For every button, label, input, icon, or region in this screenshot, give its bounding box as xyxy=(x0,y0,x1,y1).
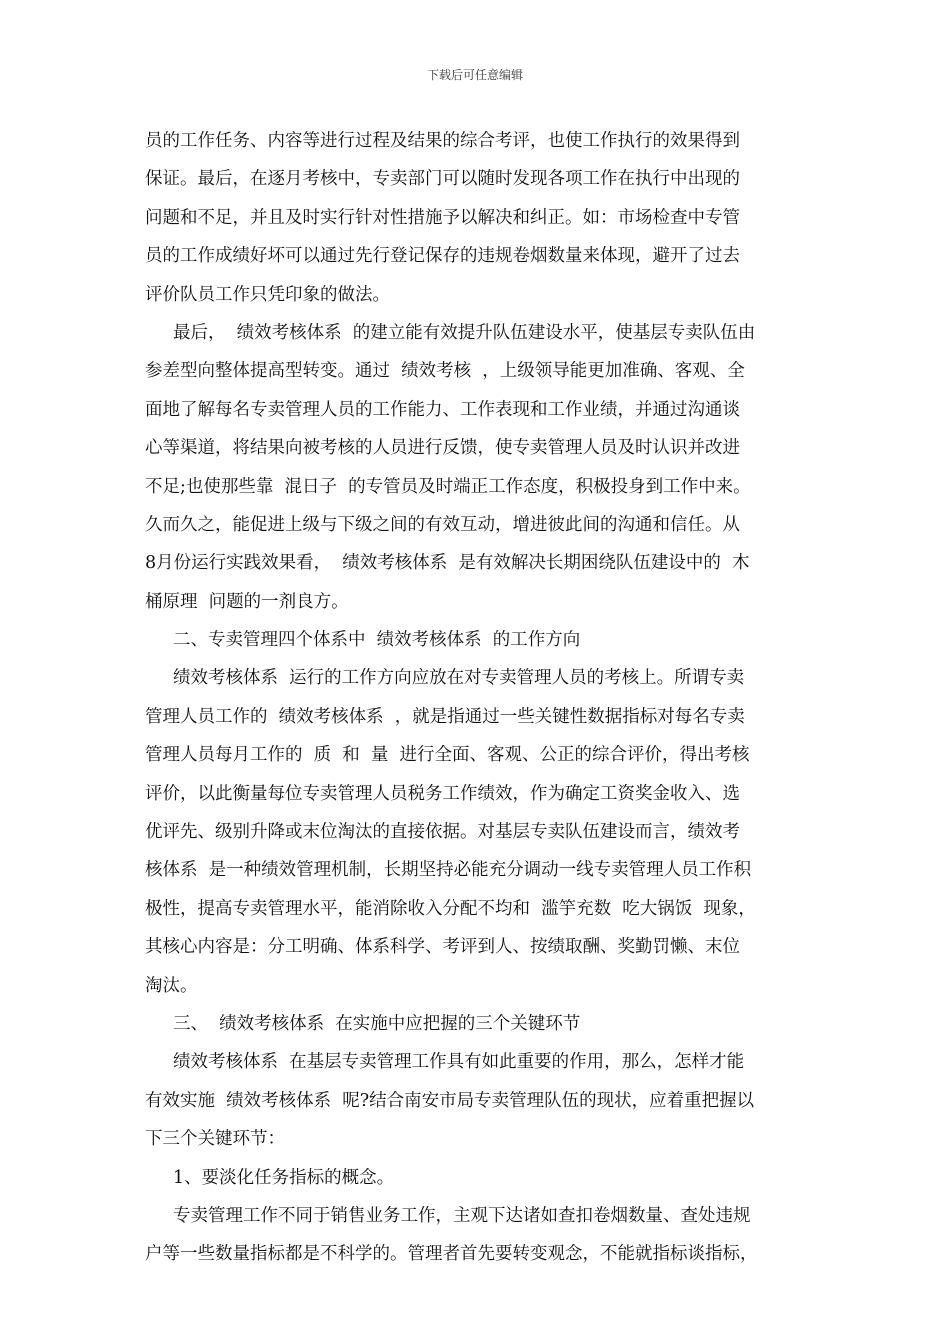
text-line: 极性，提高专卖管理水平，能消除收入分配不均和 滥竽充数 吃大锅饭 现象， xyxy=(145,898,756,919)
text-line: 管理人员每月工作的 质 和 量 进行全面、客观、公正的综合评价，得出考核 xyxy=(145,745,750,766)
text-line: 面地了解每名专卖管理人员的工作能力、工作表现和工作业绩，并通过沟通谈 xyxy=(145,399,740,420)
text-line: 评价队员工作只凭印象的做法。 xyxy=(145,284,390,305)
text-line: 最后， 绩效考核体系 的建立能有效提升队伍建设水平，使基层专卖队伍由 xyxy=(173,322,756,343)
text-line: 参差型向整体提高型转变。通过 绩效考核 ，上级领导能更加准确、客观、全 xyxy=(145,361,745,382)
document-body xyxy=(145,122,815,1274)
page-header: 下载后可任意编辑 xyxy=(426,68,523,82)
text-line: 有效实施 绩效考核体系 呢?结合南安市局专卖管理队伍的现状，应着重把握以 xyxy=(145,1090,755,1111)
text-line: 桶原理 问题的一剂良方。 xyxy=(145,591,349,612)
text-line: 8月份运行实践效果看， 绩效考核体系 是有效解决长期困绕队伍建设中的 木 xyxy=(145,553,750,574)
text-line: 绩效考核体系 运行的工作方向应放在对专卖管理人员的考核上。所谓专卖 xyxy=(173,668,745,689)
text-line: 专卖管理工作不同于销售业务工作，主观下达诸如查扣卷烟数量、查处违规 xyxy=(173,1205,751,1226)
text-line: 户等一些数量指标都是不科学的。管理者首先要转变观念，不能就指标谈指标， xyxy=(145,1244,758,1265)
text-line: 问题和不足，并且及时实行针对性措施予以解决和纠正。如：市场检查中专管 xyxy=(145,207,740,228)
text-line: 淘汰。 xyxy=(145,975,198,996)
text-line: 保证。最后，在逐月考核中，专卖部门可以随时发现各项工作在执行中出现的 xyxy=(145,169,740,190)
text-line: 三、 绩效考核体系 在实施中应把握的三个关键环节 xyxy=(173,1013,581,1034)
text-line: 二、专卖管理四个体系中 绩效考核体系 的工作方向 xyxy=(173,630,581,651)
text-line: 绩效考核体系 在基层专卖管理工作具有如此重要的作用，那么，怎样才能 xyxy=(173,1052,745,1073)
text-line: 其核心内容是：分工明确、体系科学、考评到人、按绩取酬、奖勤罚懒、末位 xyxy=(145,937,740,958)
text-line: 心等渠道，将结果向被考核的人员进行反馈，使专卖管理人员及时认识并改进 xyxy=(145,438,740,459)
text-line: 评价，以此衡量每位专卖管理人员税务工作绩效，作为确定工资奖金收入、选 xyxy=(145,783,740,804)
text-line: 不足;也使那些靠 混日子 的专管员及时端正工作态度，积极投身到工作中来。 xyxy=(145,476,751,497)
text-line: 久而久之，能促进上级与下级之间的有效互动，增进彼此间的沟通和信任。从 xyxy=(145,514,740,535)
text-line: 1、要淡化任务指标的概念。 xyxy=(173,1167,395,1188)
text-line: 优评先、级别升降或末位淘汰的直接依据。对基层专卖队伍建设而言，绩效考 xyxy=(145,822,740,843)
text-line: 核体系 是一种绩效管理机制，长期坚持必能充分调动一线专卖管理人员工作积 xyxy=(145,860,752,881)
text-line: 下三个关键环节： xyxy=(145,1129,285,1150)
text-line: 管理人员工作的 绩效考核体系 ，就是指通过一些关键性数据指标对每名专卖 xyxy=(145,706,745,727)
text-line: 员的工作任务、内容等进行过程及结果的综合考评，也使工作执行的效果得到 xyxy=(145,131,740,151)
text-line: 员的工作成绩好坏可以通过先行登记保存的违规卷烟数量来体现，避开了过去 xyxy=(145,246,740,267)
